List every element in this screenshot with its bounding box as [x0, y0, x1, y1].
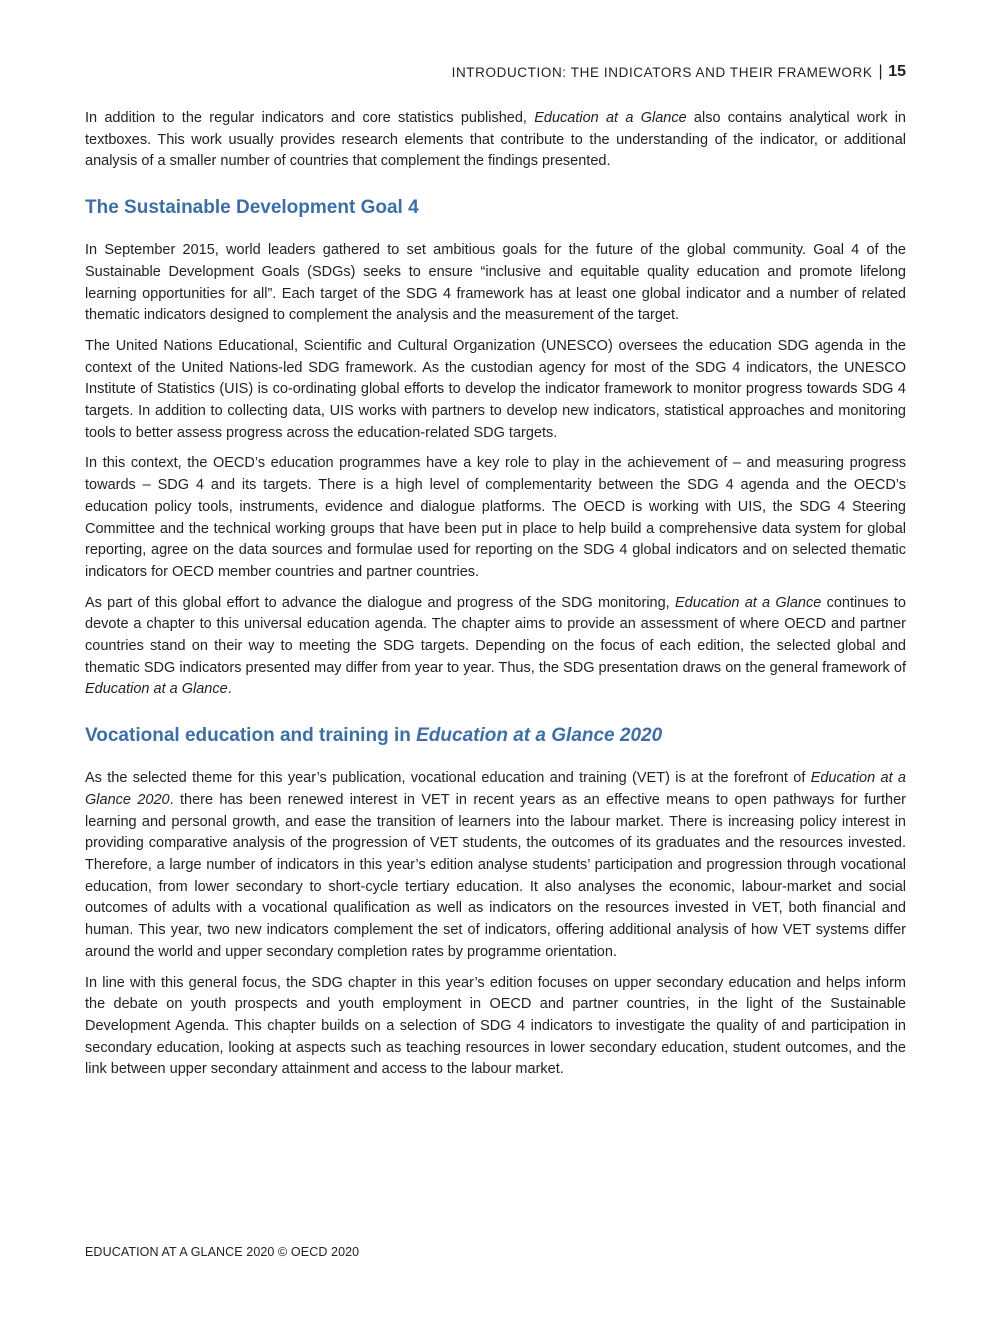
section-heading-sdg4: The Sustainable Development Goal 4: [85, 197, 419, 219]
sdg-paragraph-3: In this context, the OECD’s education programmes have a key role to play in the achievement of – and measuring progress towards – SDG 4 and its targets. There is a high level of complementarity between the SDG 4 agenda and the OECD’s education policy tools, instruments, evidence and dialogue platforms. The OECD is working with UIS, the SDG 4 Steering Committee and the technical working groups that have been put in place to help build a comprehensive data system for global reporting, agree on the data sources and formulae used for reporting on the SDG 4 global indicators and on selected thematic indicators for OECD member countries and partner countries.: [85, 455, 906, 580]
publication-title: Education at a Glance: [674, 594, 822, 611]
publication-title: Education at a Glance 2020: [85, 770, 906, 808]
intro-paragraph: In addition to the regular indicators and core statistics published, Education at a Glance also contains analytical work in textboxes. This work usually provides research elements that contribute to the understanding of the indicator, or additional analysis of a smaller number of countries that complement the findings presented.: [85, 110, 907, 170]
publication-title: Education at a Glance: [534, 110, 687, 126]
page-footer: EDUCATION AT A GLANCE 2020 © OECD 2020: [85, 1245, 360, 1259]
section-heading-vet: Vocational education and training in Education at a Glance 2020: [85, 725, 663, 747]
page-number: 15: [888, 63, 906, 80]
running-header: [452, 63, 906, 81]
vet-paragraph-2: In line with this general focus, the SDG chapter in this year’s edition focuses on upper secondary education and helps inform the debate on youth prospects and youth employment in OECD and partner countries, in the light of the Sustainable Development Agenda. This chapter builds on a selection of SDG 4 indicators to investigate the quality of and participation in secondary education, looking at aspects such as teaching resources in lower secondary education, student outcomes, and the link between upper secondary attainment and access to the labour market.: [85, 974, 906, 1078]
sdg-paragraph-2: The United Nations Educational, Scientific and Cultural Organization (UNESCO) oversees the education SDG agenda in the context of the United Nations-led SDG framework. As the custodian agency for most of the SDG 4 indicators, the UNESCO Institute of Statistics (UIS) is co-ordinating global efforts to develop the indicator framework to monitor progress towards SDG 4 targets. In addition to collecting data, UIS works with partners to develop new indicators, statistical approaches and monitoring tools to better assess progress across the education-related SDG targets.: [85, 337, 906, 441]
header-separator: |: [878, 63, 884, 80]
sdg-paragraph-4: As part of this global effort to advance the dialogue and progress of the SDG monitoring, Education at a Glance continues to devote a chapter to this universal education agenda. The chapter aims to provide an assessment of where OECD and partner countries stand on their way to meeting the SDG targets. Depending on the focus of each edition, the selected global and thematic SDG indicators presented may differ from year to year. Thus, the SDG presentation draws on the general framework of Education at a Glance.: [85, 594, 906, 698]
publication-title: Education at a Glance: [85, 681, 228, 698]
sdg-paragraph-1: In September 2015, world leaders gathered to set ambitious goals for the future of the global community. Goal 4 of the Sustainable Development Goals (SDGs) seeks to ensure “inclusive and equitable quality education and promote lifelong learning opportunities for all”. Each target of the SDG 4 framework has at least one global indicator and a number of related thematic indicators designed to complement the analysis and the measurement of the target.: [85, 242, 906, 324]
running-title: INTRODUCTION: THE INDICATORS AND THEIR FRAMEWORK: [451, 64, 873, 80]
page-content: [85, 108, 906, 1090]
vet-paragraph-1: As the selected theme for this year’s publication, vocational education and training (VET) is at the forefront of Education at a Glance 2020. there has been renewed interest in VET in recent years as an effective means to open pathways for further learning and personal growth, and ease the transition of learners into the labour market. There is increasing policy interest in providing comparative analysis of the progression of VET students, the outcomes of its graduates and the resources invested. Therefore, a large number of indicators in this year’s edition analyse students’ participation and progression through vocational education, from lower secondary to short-cycle tertiary education. It also analyses the economic, labour-market and social outcomes of adults with a vocational qualification as well as indicators on the resources invested in VET, both financial and human. This year, two new indicators complement the set of indicators, offering additional analysis of how VET systems differ around the world and upper secondary completion rates by programme orientation.: [85, 770, 906, 960]
publication-title: Education at a Glance 2020: [416, 725, 663, 747]
